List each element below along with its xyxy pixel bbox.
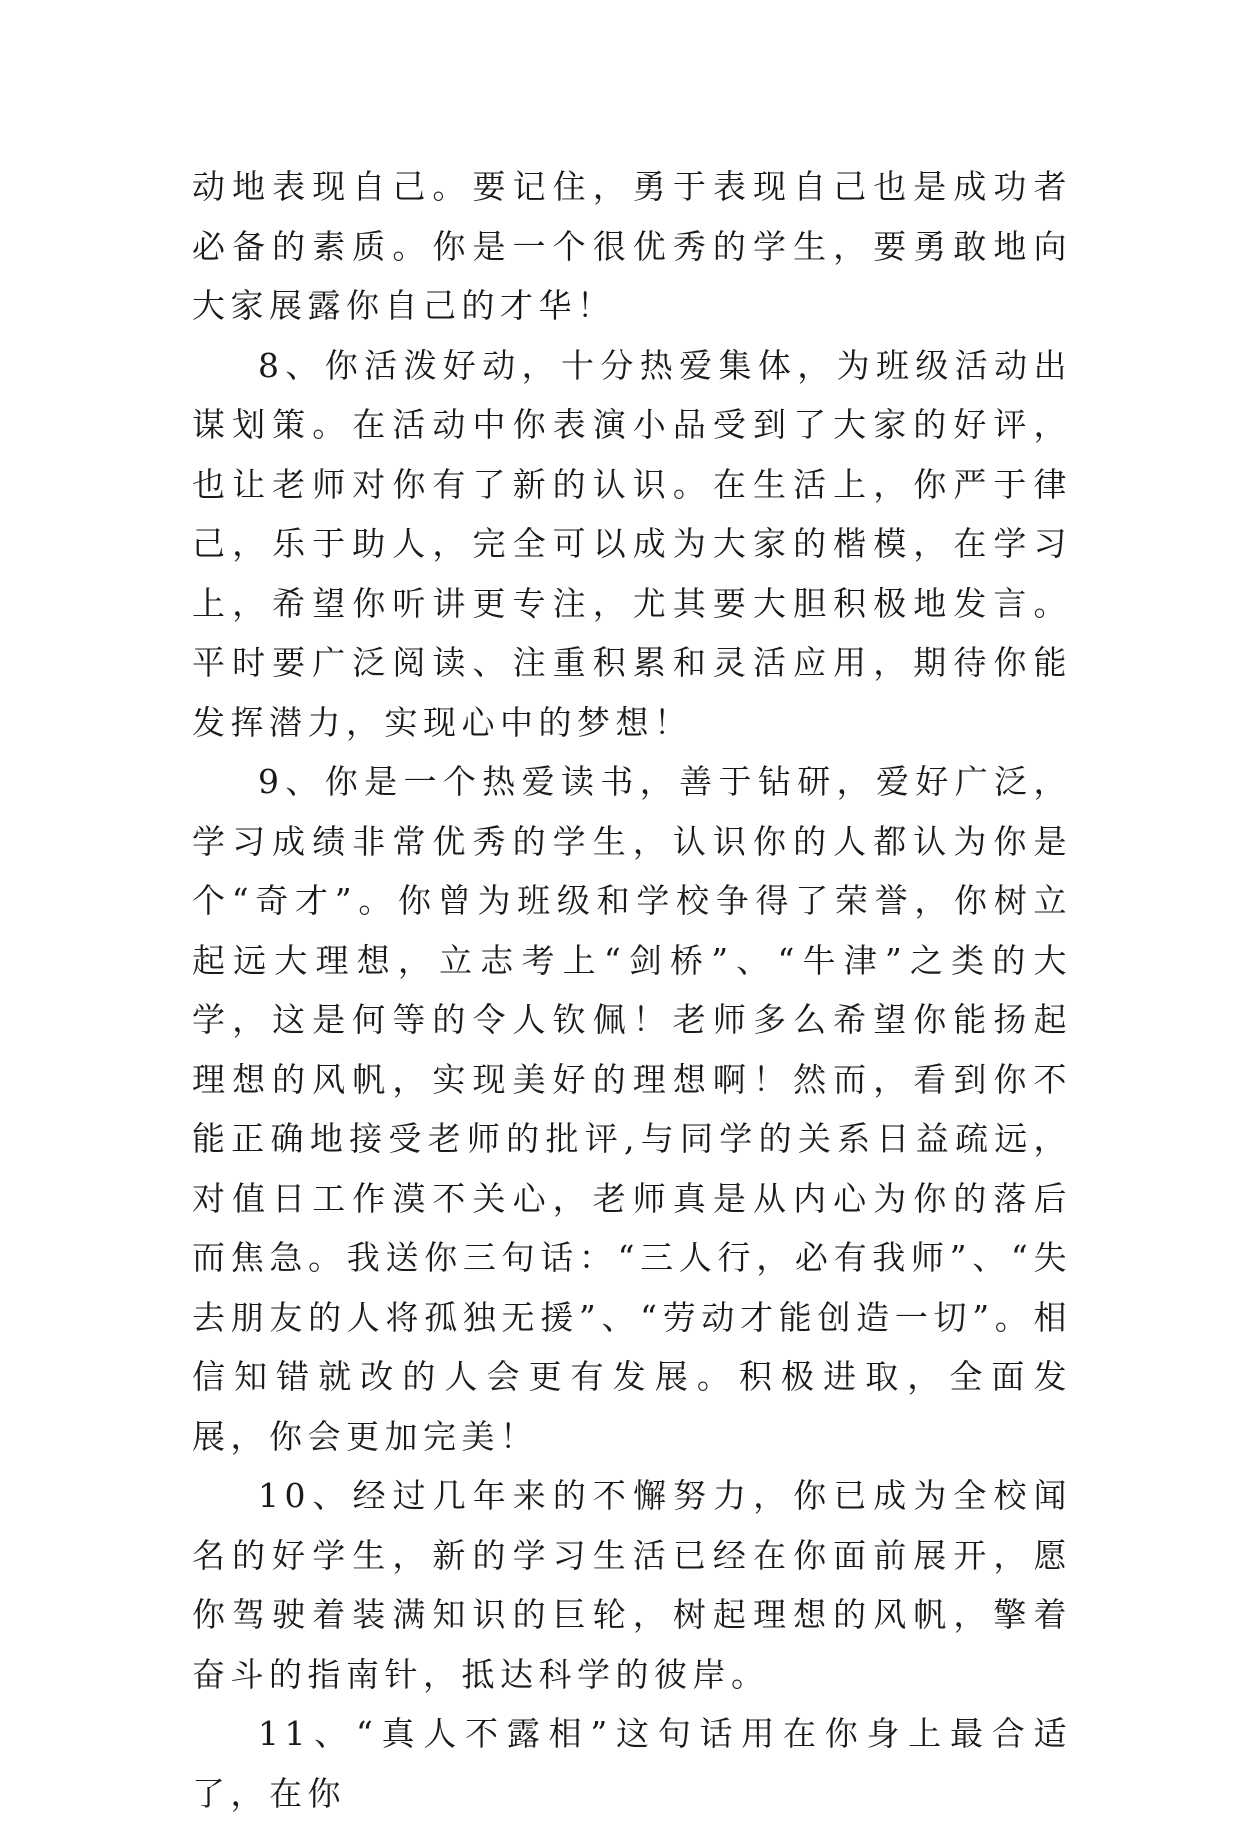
paragraph-comment-9: 9、你是一个热爱读书，善于钻研，爱好广泛，学习成绩非常优秀的学生，认识你的人都认为你是个“奇才”。你曾为班级和学校争得了荣誉，你树立起远大理想，立志考上“剑桥”、“牛津”之类的大学，这是何等的令人钦佩！老师多么希望你能扬起理想的风帆，实现美好的理想啊！然而，看到你不能正确地接受老师的批评,与同学的关系日益疏远，对值日工作漠不关心，老师真是从内心为你的落后而焦急。我送你三句话：“三人行，必有我师”、“失去朋友的人将孤独无援”、“劳动才能创造一切”。相信知错就改的人会更有发展。积极进取，全面发展，你会更加完美！: [192, 762, 1072, 1456]
paragraph-comment-11: 11、“真人不露相”这句话用在你身上最合适了，在你: [192, 1714, 1072, 1813]
paragraph-comment-10: 10、经过几年来的不懈努力，你已成为全校闻名的好学生，新的学习生活已经在你面前展开，愿你驾驶着装满知识的巨轮，树起理想的风帆，擎着奋斗的指南针，抵达科学的彼岸。: [192, 1476, 1072, 1694]
paragraph-continuation: 动地表现自己。要记住，勇于表现自己也是成功者必备的素质。你是一个很优秀的学生，要勇敢地向大家展露你自己的才华！: [192, 167, 1072, 325]
document-body: [192, 157, 1072, 1823]
paragraph-comment-8: 8、你活泼好动，十分热爱集体，为班级活动出谋划策。在活动中你表演小品受到了大家的好评，也让老师对你有了新的认识。在生活上，你严于律己，乐于助人，完全可以成为大家的楷模，在学习上，希望你听讲更专注，尤其要大胆积极地发言。平时要广泛阅读、注重积累和灵活应用，期待你能发挥潜力，实现心中的梦想！: [192, 345, 1072, 742]
